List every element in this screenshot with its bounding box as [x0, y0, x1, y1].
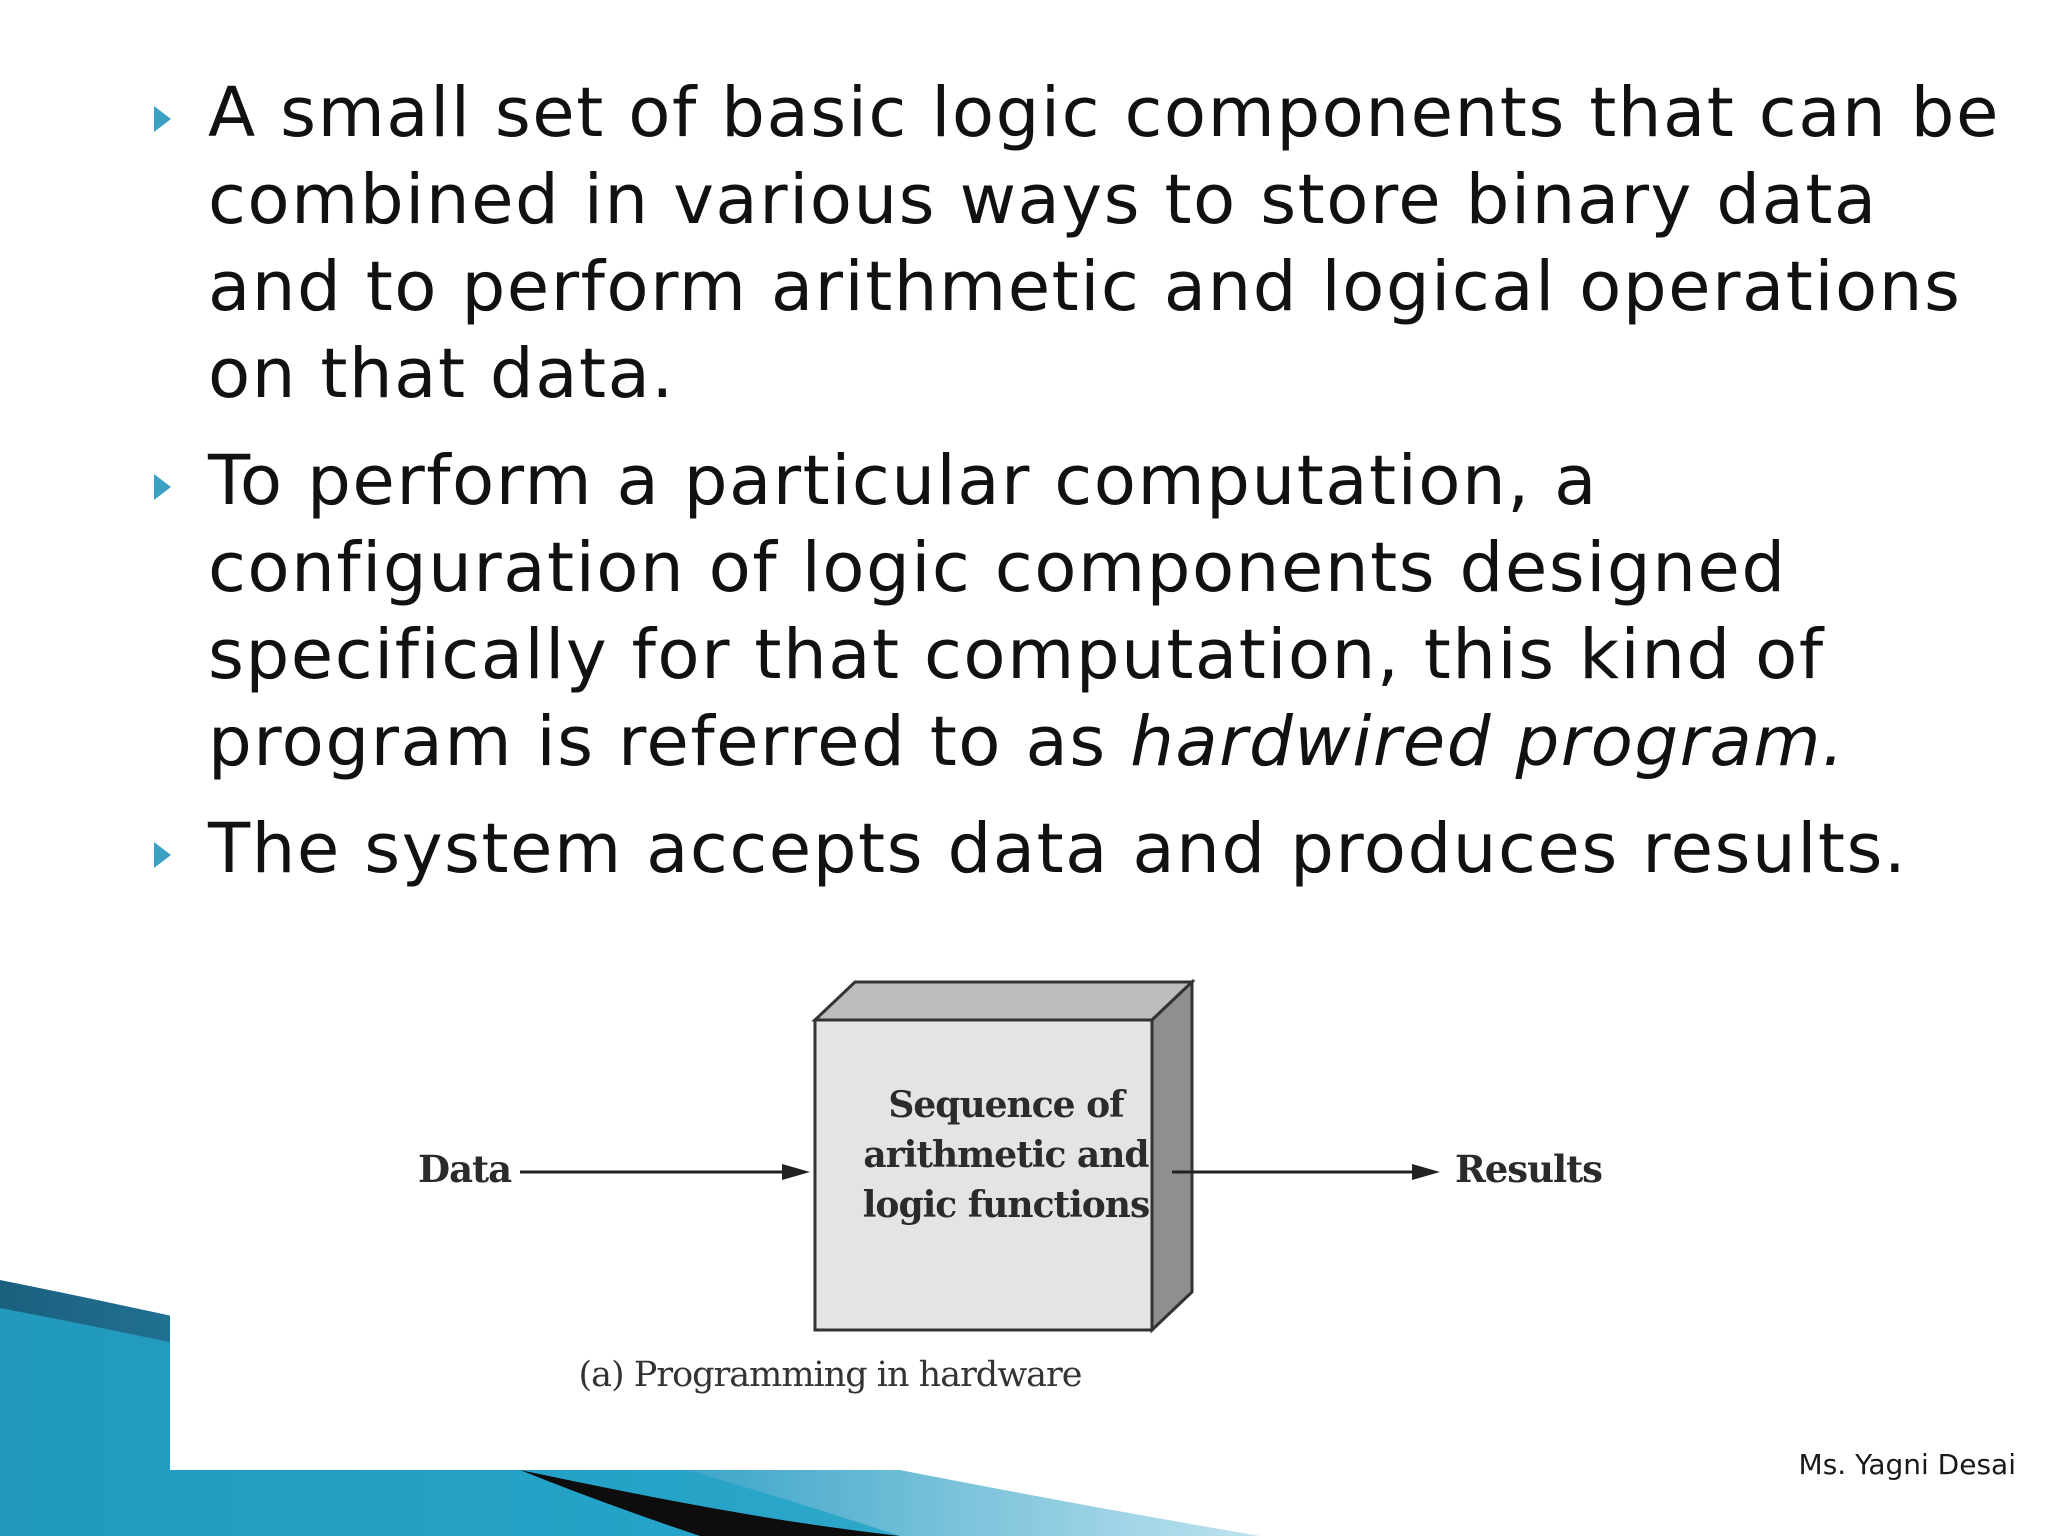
- bullet-list: [140, 70, 2000, 913]
- input-arrow-head: [782, 1164, 810, 1180]
- input-label: Data: [418, 1147, 512, 1191]
- output-label: Results: [1455, 1147, 1602, 1191]
- bullet-text-main: To perform a particular computation, a configuration of logic components designed specifically for that computation, this kind of program is referred to as: [208, 441, 1825, 782]
- bullet-emphasis: hardwired program.: [1130, 702, 1846, 782]
- bullet-text: A small set of basic logic components that can be combined in various ways to store binary data and to perform arithmetic and logical operations on that data.: [208, 73, 2000, 414]
- bullet-text: The system accepts data and produces results.: [208, 809, 1908, 889]
- triangle-bullet-icon: [154, 106, 171, 132]
- author-footer: Ms. Yagni Desai: [1798, 1448, 2016, 1481]
- bullet-text: [208, 438, 2000, 786]
- bullet-item: [140, 438, 2000, 786]
- box-label: Sequence of arithmetic and logic functions: [862, 1084, 1150, 1226]
- triangle-bullet-icon: [154, 842, 171, 868]
- box-top-face: [815, 982, 1192, 1020]
- triangle-bullet-icon: [154, 474, 171, 500]
- output-arrow-head: [1412, 1164, 1440, 1180]
- bullet-item: [140, 70, 2000, 418]
- bullet-item: [140, 806, 2000, 893]
- hardware-programming-figure: [170, 940, 1602, 1470]
- figure-caption: (a) Programming in hardware: [578, 1355, 1082, 1395]
